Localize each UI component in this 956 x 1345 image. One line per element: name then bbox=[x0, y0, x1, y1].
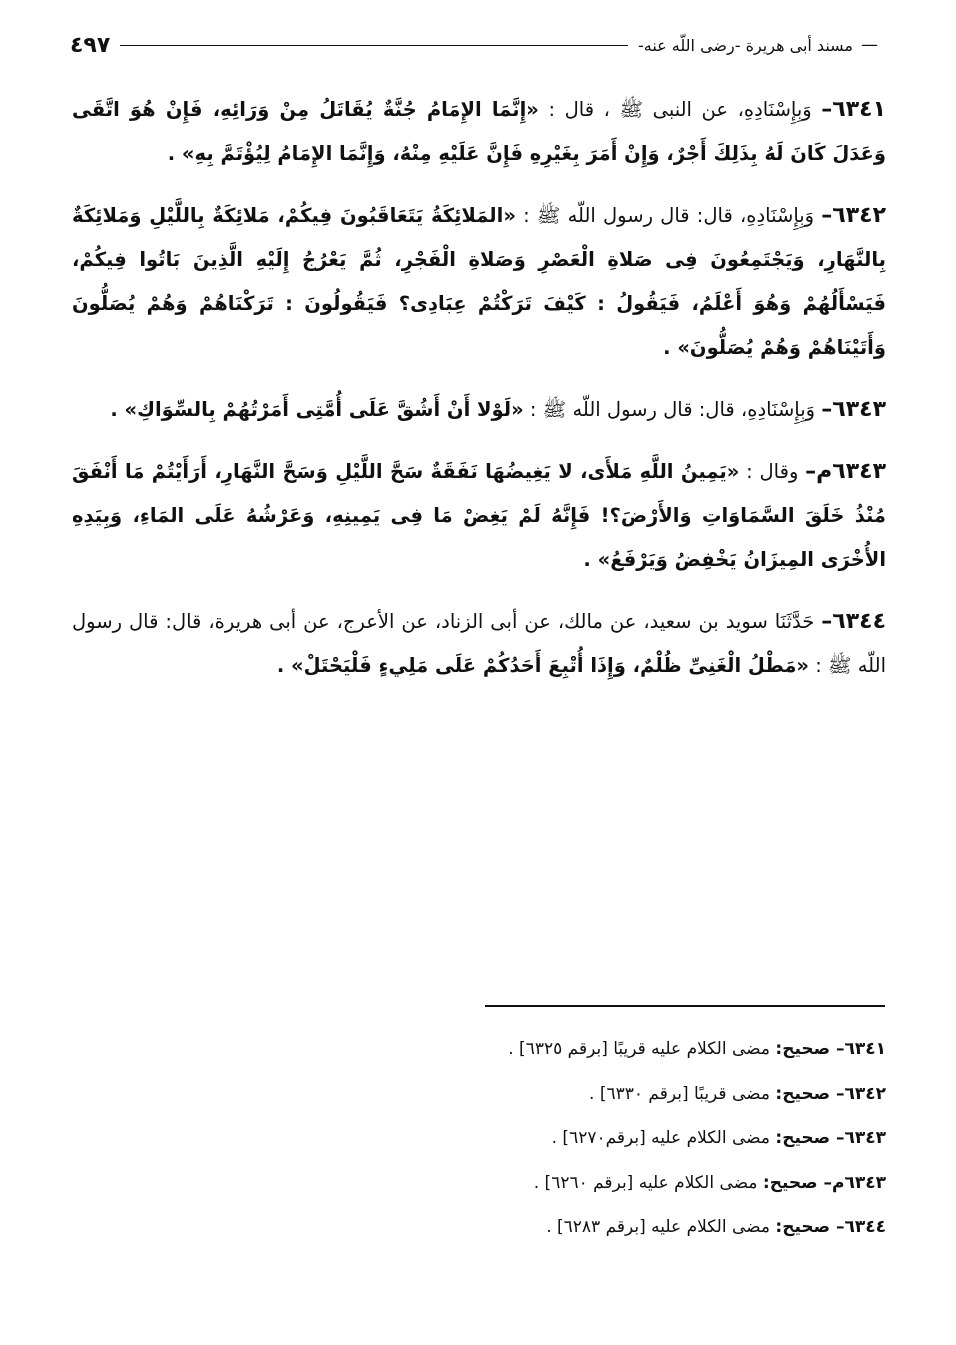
header-rule bbox=[120, 45, 628, 46]
footnote-text: مضى الكلام عليه قريبًا [برقم ٦٣٢٥] . bbox=[508, 1039, 776, 1059]
footnote-6342 bbox=[72, 1072, 886, 1117]
footnote-number: ٦٣٤٢– bbox=[835, 1083, 886, 1104]
footnote-6343 bbox=[72, 1116, 886, 1161]
hadith-isnad: وَبِإِسْنَادِهِ، قال: قال رسول اللّه ﷺ : bbox=[523, 398, 822, 421]
footnote-grade: صحيح: bbox=[775, 1217, 836, 1237]
hadith-matn: «يَمِينُ اللَّهِ مَلأَى، لا يَغِيضُهَا نَفَقَةٌ سَحَّ اللَّيْلِ وَسَحَّ النَّهَارِ، أَرَأَيْتُمْ مَا أَنْفَقَ مُنْذُ خَلَقَ السَّمَاوَاتِ وَالأَرْضَ؟! فَإِنَّهُ لَمْ يَغِضْ مَا فِى يَمِينِهِ، وَعَرْشُهُ عَلَى المَاءِ، وَبِيَدِهِ الأُخْرَى المِيزَانُ يَخْفِضُ وَيَرْفَعُ» . bbox=[72, 460, 886, 571]
footnote-text: مضى الكلام عليه [برقم٦٢٧٠] . bbox=[551, 1128, 776, 1148]
footnote-text: مضى الكلام عليه [برقم ٦٢٦٠] . bbox=[533, 1172, 763, 1193]
hadith-isnad: وَبِإِسْنَادِهِ، عن النبى ﷺ ، قال : bbox=[538, 98, 822, 121]
footnote-6343m bbox=[72, 1161, 886, 1206]
hadith-isnad: وَبِإِسْنَادِهِ، قال: قال رسول اللّه ﷺ : bbox=[515, 204, 822, 227]
hadith-number: ٦٣٤٤– bbox=[821, 609, 886, 634]
footnote-grade: صحيح: bbox=[775, 1039, 836, 1059]
hadith-number: ٦٣٤٣– bbox=[821, 397, 886, 422]
footnote-text: مضى الكلام عليه [برقم ٦٢٨٣] . bbox=[546, 1217, 776, 1237]
hadith-matn: «لَوْلا أَنْ أَشُقَّ عَلَى أُمَّتِى أَمَرْتُهُمْ بِالسِّوَاكِ» . bbox=[110, 398, 524, 421]
hadith-6342 bbox=[72, 194, 886, 370]
footnote-number: ٦٣٤٣– bbox=[835, 1128, 886, 1148]
hadith-isnad: وقال : bbox=[739, 460, 806, 483]
hadith-6341 bbox=[72, 88, 886, 176]
hadith-6344 bbox=[72, 600, 886, 688]
page-number: ٤٩٧ bbox=[70, 32, 111, 58]
footnote-6344 bbox=[72, 1205, 886, 1250]
hadith-matn: «مَطْلُ الْغَنِىِّ ظُلْمٌ، وَإِذَا أُتْبِعَ أَحَدُكُمْ عَلَى مَلِيءٍ فَلْيَحْتَلْ» . bbox=[276, 654, 809, 677]
footnotes bbox=[72, 1027, 886, 1250]
hadith-6343m bbox=[72, 450, 886, 582]
footnote-number: ٦٣٤٤– bbox=[835, 1217, 886, 1237]
footnote-grade: صحيح: bbox=[775, 1128, 836, 1148]
hadith-matn: «المَلائِكَةُ يَتَعَاقَبُونَ فِيكُمْ، مَلائِكَةٌ بِاللَّيْلِ وَمَلائِكَةٌ بِالنَّهَارِ، وَيَجْتَمِعُونَ فِى صَلاةِ الْعَصْرِ وَصَلاةِ الْفَجْرِ، ثُمَّ يَعْرُجُ إِلَيْهِ الَّذِينَ بَاتُوا فِيكُمْ، فَيَسْأَلُهُمْ وَهُوَ أَعْلَمُ، فَيَقُولُ : كَيْفَ تَرَكْتُمْ عِبَادِى؟ فَيَقُولُونَ : تَرَكْنَاهُمْ وَهُمْ يُصَلُّونَ وَأَتَيْنَاهُمْ وَهُمْ يُصَلُّونَ» . bbox=[72, 204, 886, 359]
footnote-6341 bbox=[72, 1027, 886, 1072]
page-header bbox=[70, 28, 886, 62]
footnote-number: ٦٣٤١– bbox=[835, 1039, 886, 1059]
footnote-grade: صحيح: bbox=[775, 1083, 836, 1104]
header-dash: — bbox=[861, 35, 878, 55]
footnote-grade: صحيح: bbox=[762, 1172, 824, 1193]
hadith-6343 bbox=[72, 388, 886, 432]
hadith-isnad: حَدَّثَنَا سويد بن سعيد، عن مالك، عن أبى الزناد، عن الأعرج، عن أبى هريرة، قال: قال رسول اللّه ﷺ : bbox=[72, 610, 886, 677]
hadith-number: ٦٣٤٢– bbox=[821, 203, 886, 228]
hadith-number: ٦٣٤٣م– bbox=[805, 459, 886, 484]
footnote-text: مضى قريبًا [برقم ٦٣٣٠] . bbox=[589, 1083, 776, 1104]
footnote-number: ٦٣٤٣م– bbox=[823, 1172, 886, 1193]
hadith-matn: «إِنَّمَا الإِمَامُ جُنَّةٌ يُقَاتَلُ مِنْ وَرَائِهِ، فَإِنْ هُوَ اتَّقَى وَعَدَلَ كَانَ لَهُ بِذَلِكَ أَجْرٌ، وَإِنْ أَمَرَ بِغَيْرِهِ فَإِنَّ عَلَيْهِ مِنْهُ، وَإِنَّمَا الإِمَامُ لِيُؤْتَمَّ بِهِ» . bbox=[72, 98, 886, 165]
running-title: مسند أبى هريرة -رضى اللّه عنه- bbox=[637, 35, 853, 55]
hadith-number: ٦٣٤١– bbox=[821, 97, 886, 122]
hadith-text-block bbox=[72, 88, 886, 706]
footnote-separator bbox=[485, 1005, 885, 1007]
